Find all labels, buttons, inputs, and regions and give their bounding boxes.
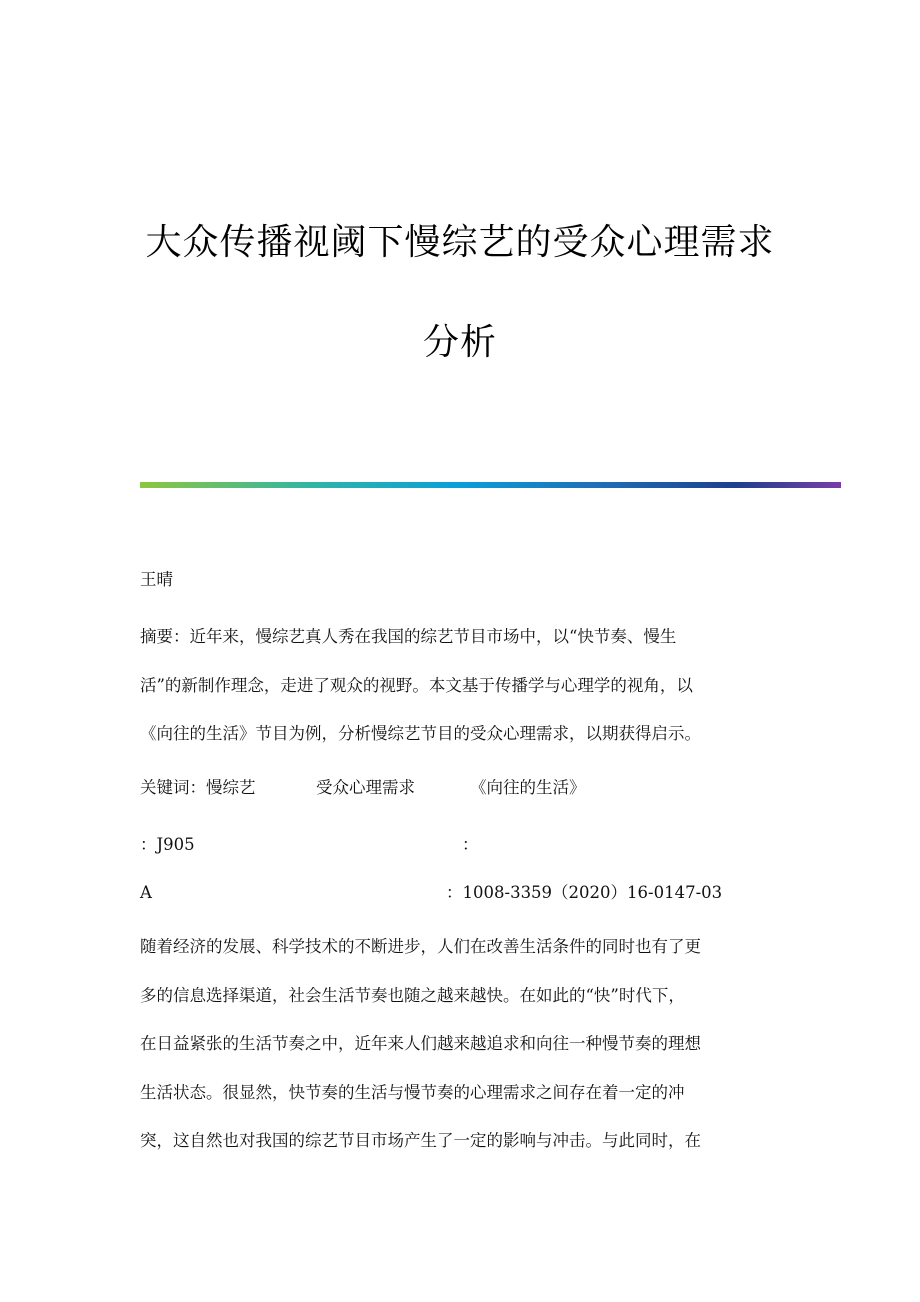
- document-title-line-2: 分析: [422, 322, 497, 363]
- abstract-line-2: 活”的新制作理念，走进了观众的视野。本文基于传播学与心理学的视角，以: [140, 676, 693, 695]
- body-line-2: 多的信息选择渠道，社会生活节奏也随之越来越快。在如此的“快”时代下，: [140, 986, 685, 1005]
- abstract-line-1: 摘要：近年来，慢综艺真人秀在我国的综艺节目市场中，以“快节奏、慢生: [140, 627, 677, 646]
- classification-number: ：J905: [140, 835, 195, 854]
- body-line-4: 生活状态。很显然，快节奏的生活与慢节奏的心理需求之间存在着一定的冲: [140, 1083, 685, 1102]
- classification-right-colon: ：: [462, 835, 479, 854]
- gradient-divider: [140, 482, 841, 488]
- document-code: A: [140, 883, 152, 902]
- keyword-3: 《向往的生活》: [470, 778, 586, 797]
- keyword-2: 受众心理需求: [316, 778, 415, 797]
- document-title-line-1: 大众传播视阈下慢综艺的受众心理需求: [145, 222, 775, 263]
- abstract-line-3: 《向往的生活》节目为例，分析慢综艺节目的受众心理需求，以期获得启示。: [140, 724, 701, 743]
- keywords-label: 关键词：慢综艺: [140, 778, 256, 797]
- body-line-5: 突，这自然也对我国的综艺节目市场产生了一定的影响与冲击。与此同时，在: [140, 1131, 701, 1150]
- body-line-1: 随着经济的发展、科学技术的不断进步，人们在改善生活条件的同时也有了更: [140, 937, 701, 956]
- article-number: ：1008-3359（2020）16-0147-03: [446, 883, 723, 902]
- author-name: 王晴: [140, 570, 173, 589]
- body-line-3: 在日益紧张的生活节奏之中，近年来人们越来越追求和向往一种慢节奏的理想: [140, 1034, 701, 1053]
